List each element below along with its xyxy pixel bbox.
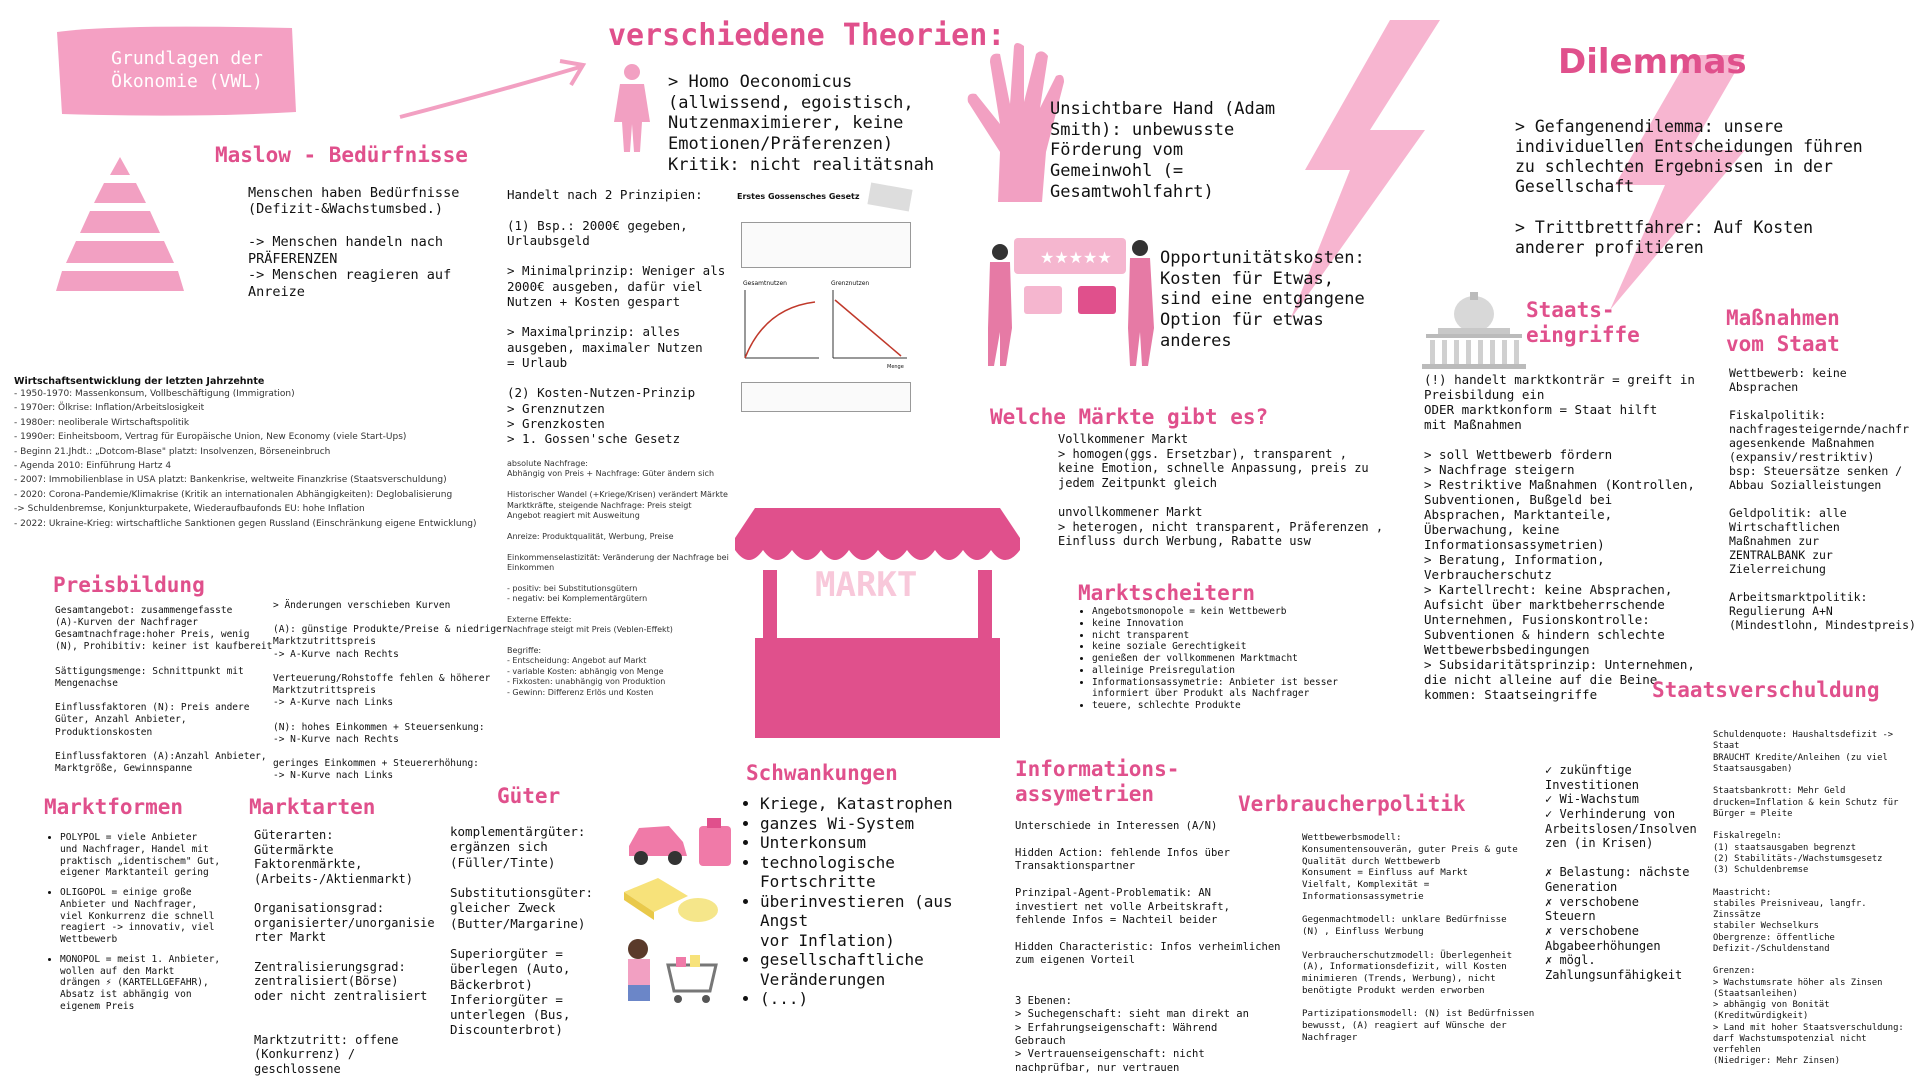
schwankungen-heading: Schwankungen xyxy=(746,761,898,785)
schwankungen-list xyxy=(746,794,1000,1009)
list-item: - 2020: Corona-Pandemie/Klimakrise (Kritik an internationalen Abhängigkeiten): Deglobalisierung xyxy=(14,489,453,500)
list-item: • gesellschaftliche Veränderungen xyxy=(760,950,1000,989)
list-item: • ganzes Wi-System xyxy=(760,814,1000,834)
gossen-title: Erstes Gossensches Gesetz xyxy=(737,192,860,201)
list-item: - 1970er: Ölkrise: Inflation/Arbeitslosigkeit xyxy=(14,403,205,414)
marktscheitern-heading: Marktscheitern xyxy=(1078,581,1256,605)
marktformen-heading: Marktformen xyxy=(44,795,184,819)
wirtschaft-heading: Wirtschaftsentwicklung der letzten Jahrzehnte xyxy=(14,376,265,387)
welche-maerkte-text: Vollkommener Markt > homogen(ggs. Ersetzbar), transparent , keine Emotion, schnelle Anpassung, preis zu jedem Zeitpunkt gleich unvollkommener Markt > heterogen, nicht transparent, Präferenzen , Einfluss durch Werbung, Rabatte usw xyxy=(1058,432,1384,549)
staatsverschuldung-text: Schuldenquote: Haushaltsdefizit -> Staat BRAUCHT Kredite/Anleihen (zu viel Staatsausgaben) Staatsbankrott: Mehr Geld drucken=Inflation & kein Schutz für Bürger = Pleite Fiskalregeln: (1) staatsausgaben begrenzt (2) Stabilitäts-/Wachstumsgesetz (3) Schuldenbremse Maastricht: stabiles Preisniveau, langfr. Zinssätze stabiler Wechselkurs Obergrenze: öffentliche Defizit-/Schuldenstand Grenzen: > Wachstumsrate höher als Zinsen (Staatsanleihen) > abhängig von Bonität (Kreditwürdigkeit) > Land mit hoher Staatsverschuldung: darf Wachstumspotenzial nicht verfehlen (Niedriger: Mehr Zinsen) xyxy=(1713,730,1904,1067)
welche-maerkte-heading: Welche Märkte gibt es? xyxy=(990,405,1269,429)
list-item: • Unterkonsum xyxy=(760,833,1000,853)
massnahmen-text: Wettbewerb: keine Absprachen Fiskalpolitik: nachfragesteigernde/nachfr agesenkende Maßnahmen (expansiv/restriktiv) bsp: Steuersätze senken / Abbau Sozialleistungen Geldpolitik: alle Wirtschaftlichen Maßnahmen zur ZENTRALBANK zur Zielerreichung Arbeitsmarktpolitik: Regulierung A+N (Mindestlohn, Mindestpreis) xyxy=(1729,366,1916,633)
rating-people-illustration xyxy=(980,228,1160,368)
butter-icon xyxy=(618,872,720,930)
maslow-pyramid-icon xyxy=(56,155,184,295)
verbraucherpolitik-heading: Verbraucherpolitik xyxy=(1238,792,1466,816)
staatseingriffe-text: (!) handelt marktkonträr = greift in Preisbildung ein ODER marktkonform = Staat hilft mit Maßnahmen > soll Wettbewerb fördern > Nachfrage steigern > Restriktive Maßnahmen (Kontrollen, Subventionen, Bußgeld bei Absprachen, Marktanteile, Überwachung, keine Informationsassymetrien) > Beratung, Information, Verbraucherschutz > Kartellrecht: keine Absprachen, Aufsicht über marktbeherrschende Unternehmen, Fusionskontrolle: Subventionen & hindern schlechte Wettbewerbsbedingungen > Subsidaritätsprinzip: Unternehmen, die nicht alleine auf die Beine kommen: Staatseingriffe xyxy=(1424,372,1695,702)
list-item: • Kriege, Katastrophen xyxy=(760,794,1000,814)
marktarten-heading: Marktarten xyxy=(249,795,376,819)
list-item: • Informationsassymetrie: Anbieter ist besser informiert über Produkt als Nachfrager xyxy=(1092,677,1392,701)
marktformen-list xyxy=(46,832,230,1013)
list-item: - 1990er: Einheitsboom, Vertrag für Europäische Union, New Economy (viele Start-Ups) xyxy=(14,432,407,443)
list-item: • nicht transparent xyxy=(1092,630,1392,642)
shopping-person-icon xyxy=(616,935,728,1015)
human-body-icon xyxy=(606,62,658,154)
gossen-charts xyxy=(741,288,911,368)
preisbildung-left-text: Gesamtangebot: zusammengefasste (A)-Kurven der Nachfrager Gesamtnachfrage:hoher Preis, wenig (N), Prohibitiv: keiner ist kaufbereit Sättigungsmenge: Schnittpunkt mit Mengenachse Einflussfaktoren (N): Preis andere Güter, Anzahl Anbieter, Produktionskosten Einflussfaktoren (A):Anzahl Anbieter, Marktgröße, Gewinnspanne xyxy=(55,605,273,775)
arrow-icon xyxy=(395,55,595,125)
maslow-heading: Maslow - Bedürfnisse xyxy=(215,143,468,167)
svg-text:★★★★★: ★★★★★ xyxy=(1040,248,1112,267)
verbraucherpolitik-text: Wettbewerbsmodell: Konsumentensouverän, guter Preis & gute Qualität durch Wettbewerb Konsument = Einfluss auf Markt Vielfalt, Komplexität = Informationsassymetrie Gegenmachtmodell: unklare Bedürfnisse (N) , Einfluss Werbung Verbraucherschutzmodell: Überlegenheit (A), Informationsdefizit, will Kosten minimieren (Trends, Werbung), nicht benötigte Produkt werden erworben Partizipationsmodell: (N) ist Bedürfnissen bewusst, (A) reagiert auf Wünsche der Nachfrager xyxy=(1302,832,1535,1044)
list-item: • (...) xyxy=(760,989,1000,1009)
gossen-document xyxy=(737,192,915,430)
list-item: - Beginn 21.Jhdt.: „Dotcom-Blase" platzt: Insolvenzen, Börseneinbruch xyxy=(14,446,331,457)
list-item: • OLIGOPOL = einige große Anbieter und Nachfrager, viel Konkurrenz die schnell reagiert -> innovativ, viel Wettbewerb xyxy=(60,887,230,946)
list-item: • keine Innovation xyxy=(1092,618,1392,630)
dilemmas-heading: Dilemmas xyxy=(1558,42,1747,82)
marktscheitern-list xyxy=(1078,606,1392,712)
list-item: • keine soziale Gerechtigkeit xyxy=(1092,641,1392,653)
list-item: • alleinige Preisregulation xyxy=(1092,665,1392,677)
gossen-chart-left-label: Gesamtnutzen xyxy=(743,280,787,287)
car-and-fuel-can-icon xyxy=(625,812,737,872)
list-item: -> Schuldenbremse, Konjunkturpakete, Wiederaufbaufonds EU: hohe Inflation xyxy=(14,504,365,515)
staatseingriffe-heading: Staats- eingriffe xyxy=(1526,298,1640,348)
info-heading: Informations- assymetrien xyxy=(1015,757,1180,807)
page-title: Grundlagen der Ökonomie (VWL) xyxy=(111,48,263,92)
list-item: • teuere, schlechte Produkte xyxy=(1092,700,1392,712)
notes-document: absolute Nachfrage: Abhängig von Preis + Nachfrage: Güter ändern sich Historischer Wandel (+Kriege/Krisen) verändert Märkte Marktkräfte, steigende Nachfrage: Preis steigt Angebot reagiert mit Ausweitung Anreize: Produktqualität, Werbung, Preise Einkommenselastizität: Veränderung der Nachfrage bei Einkommen - positiv: bei Substitutionsgütern - negativ: bei Komplementärgütern Externe Effekte: Nachfrage steigt mit Preis (Veblen-Effekt) Begriffe: - Entscheidung: Angebot auf Markt - variable Kosten: abhängig von Menge - Fixkosten: unabhängig von Produktion - Gewinn: Differenz Erlös und Kosten xyxy=(507,459,729,697)
gossen-chart-right-label: Grenznutzen xyxy=(831,280,870,287)
list-item: • MONOPOL = meist 1. Anbieter, wollen auf den Markt drängen ⚡ (KARTELLGEFAHR), Absatz ist abhängig von eigenem Preis xyxy=(60,954,230,1013)
list-item: • POLYPOL = viele Anbieter und Nachfrager, Handel mit praktisch „identischem" Gut, eigener Marktanteil gering xyxy=(60,832,230,879)
list-item: - 1950-1970: Massenkonsum, Vollbeschäftigung (Immigration) xyxy=(14,389,295,399)
list-item: • überinvestieren (aus Angst vor Inflation) xyxy=(760,892,1000,951)
markt-label: MARKT xyxy=(815,565,918,605)
market-stall-illustration xyxy=(735,478,1020,746)
theorien-heading: verschiedene Theorien: xyxy=(608,18,1006,53)
list-item: - 1980er: neoliberale Wirtschaftspolitik xyxy=(14,417,190,428)
gueter-heading: Güter xyxy=(497,784,561,808)
list-item: • genießen der vollkommenen Marktmacht xyxy=(1092,653,1392,665)
massnahmen-heading: Maßnahmen vom Staat xyxy=(1726,306,1840,357)
maslow-text: Menschen haben Bedürfnisse (Defizit-&Wachstumsbed.) -> Menschen handeln nach PRÄFERENZEN -> Menschen reagieren auf Anreize xyxy=(248,185,460,300)
pros-cons-list: ✓ zukünftige Investitionen ✓ Wi-Wachstum ✓ Verhinderung von Arbeitslosen/Insolven zen (in Krisen) ✗ Belastung: nächste Generation ✗ verschobene Steuern ✗ verschobene Abgabeerhöhungen ✗ mögl. Zahlungsunfähigkeit xyxy=(1545,763,1697,982)
opportunitaetskosten-text: Opportunitätskosten: Kosten für Etwas, sind eine entgangene Option für etwas anderes xyxy=(1160,248,1365,351)
list-item: • technologische Fortschritte xyxy=(760,853,1000,892)
wirtschaft-section xyxy=(14,376,494,531)
list-item: - Agenda 2010: Einführung Hartz 4 xyxy=(14,460,172,471)
staatsverschuldung-heading: Staatsverschuldung xyxy=(1652,678,1880,702)
marktarten-text: Güterarten: Gütermärkte Faktorenmärkte, (Arbeits-/Aktienmarkt) Organisationsgrad: organisierter/unorganisie rter Markt Zentralisierungsgrad: zentralisiert(Börse) oder nicht zentralisiert Marktzutritt: offene (Konkurrenz) / geschlossene xyxy=(254,828,435,1076)
preisbildung-right-text: > Änderungen verschieben Kurven (A): günstige Produkte/Preise & niedriger Marktzutrittspreis -> A-Kurve nach Rechts Verteuerung/Rohstoffe fehlen & höherer Marktzutrittspreis -> A-Kurve nach Links (N): hohes Einkommen + Steuersenkung: -> N-Kurve nach Rechts geringes Einkommen + Steuererhöhung: -> N-Kurve nach Links xyxy=(273,600,508,782)
dilemmas-text: > Gefangenendilemma: unsere individuellen Entscheidungen führen zu schlechten Ergebnissen in der Gesellschaft > Trittbrettfahrer: Auf Kosten anderer profitieren xyxy=(1515,117,1863,257)
gueter-text: komplementärgüter: ergänzen sich (Füller/Tinte) Substitutionsgüter: gleicher Zweck (Butter/Margarine) Superiorgüter = überlegen (Auto, Bäckerbrot) Inferiorgüter = unterlegen (Bus, Discounterbrot) xyxy=(450,824,593,1038)
gossen-axis-label: Menge xyxy=(887,364,904,370)
list-item: - 2022: Ukraine-Krieg: wirtschaftliche Sanktionen gegen Russland (Einschränkung eigene Entwicklung) xyxy=(14,518,477,529)
info-text: Unterschiede in Interessen (A/N) Hidden Action: fehlende Infos über Transaktionspartner Prinzipal-Agent-Problematik: AN investiert net volle Arbeitskraft, fehlende Infos = Nachteil beider Hidden Characteristic: Infos verheimlichen zum eigenen Vorteil 3 Ebenen: > Suchegenschaft: sieht man direkt an > Erfahrungseigenschaft: Während Gebrauch > Vertrauenseigenschaft: nicht nachprüfbar, nur vertrauen xyxy=(1015,820,1281,1074)
list-item: • Angebotsmonopole = kein Wettbewerb xyxy=(1092,606,1392,618)
government-building-icon xyxy=(1418,292,1530,370)
homo-oeconomicus-text: > Homo Oeconomicus (allwissend, egoistisch, Nutzenmaximierer, keine Emotionen/Präferenzen) Kritik: nicht realitätsnah xyxy=(668,72,935,175)
unsichtbare-hand-text: Unsichtbare Hand (Adam Smith): unbewusste Förderung vom Gemeinwohl (= Gesamtwohlfahrt) xyxy=(1050,99,1276,202)
eraser-icon xyxy=(867,183,912,212)
list-item: - 2007: Immobilienblase in USA platzt: Bankenkrise, weltweite Finanzkrise (Staatsverschuldung) xyxy=(14,475,447,486)
prinzipien-text: Handelt nach 2 Prinzipien: (1) Bsp.: 2000€ gegeben, Urlaubsgeld > Minimalprinzip: Weniger als 2000€ ausgeben, dafür viel Nutzen + Kosten gespart > Maximalprinzip: alles ausgeben, maximaler Nutzen = Urlaub (2) Kosten-Nutzen-Prinzip > Grenznutzen > Grenzkosten > 1. Gossen'sche Gesetz xyxy=(507,187,726,446)
preisbildung-heading: Preisbildung xyxy=(53,573,205,597)
